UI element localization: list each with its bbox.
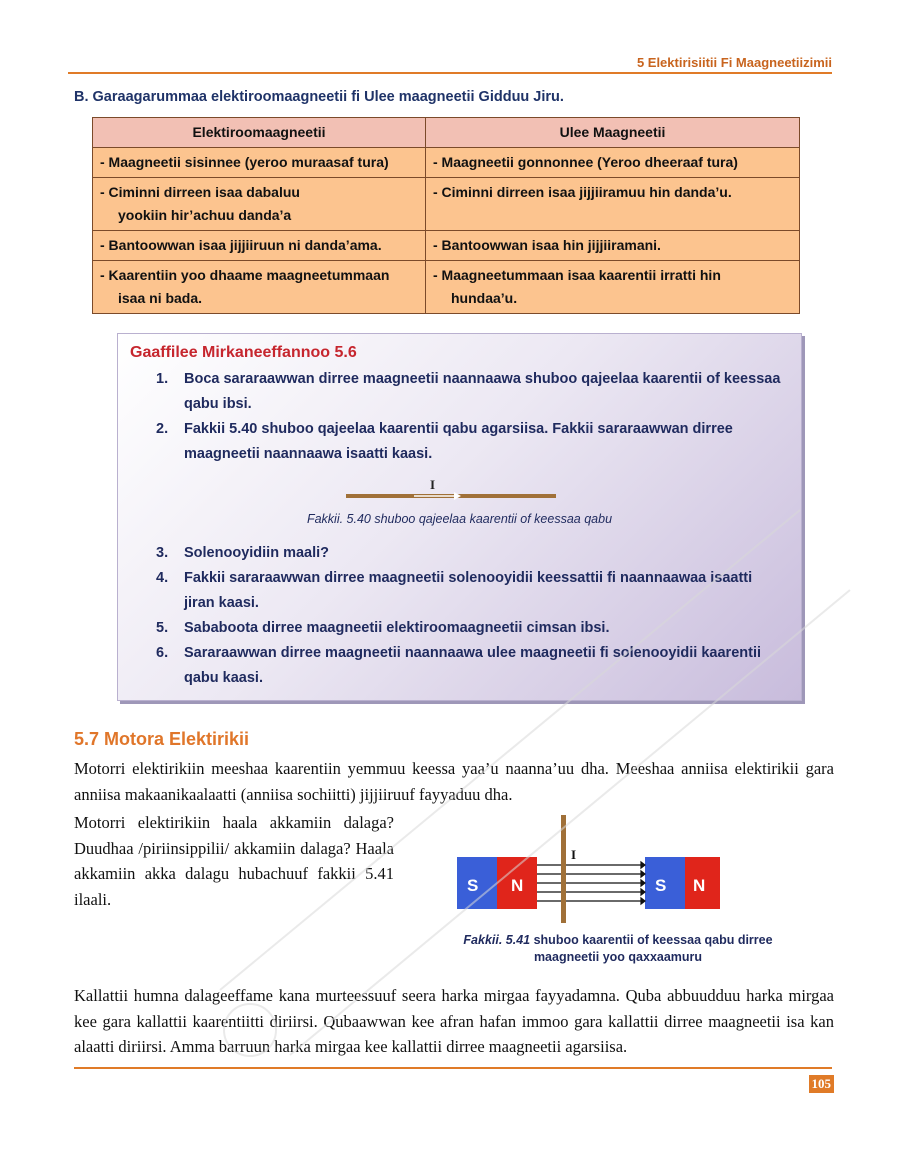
current-carrying-wire: [561, 815, 566, 923]
chapter-header: 5 Elektirisiitii Fi Maagneetiizimii: [636, 55, 832, 70]
cell-electromagnet: [93, 148, 426, 178]
question-text: Sababoota dirree maagneetii elektiroomaagneetii cimsan ibsi.: [184, 620, 610, 636]
cell-electromagnet: [93, 231, 426, 261]
right-magnet-s-label: S: [655, 876, 667, 895]
table-row: [93, 231, 800, 261]
question-item: [156, 417, 786, 467]
right-magnet-n-label: N: [693, 876, 706, 895]
cell-line: - Maagneetummaan isaa kaarentii irratti hin: [433, 267, 721, 283]
magnetic-field-lines: [537, 862, 645, 904]
table-row: [93, 178, 800, 231]
question-text: Sararaawwan dirree maagneetii naannaawa ulee maagneetii fi solenooyidii kaarentii qabu kaasi.: [184, 645, 761, 686]
questions-title: Gaaffilee Mirkaneeffannoo 5.6: [130, 344, 357, 361]
question-number: 2.: [156, 421, 169, 437]
question-number: 1.: [156, 371, 169, 387]
question-item: [156, 541, 786, 566]
figure-5-41-caption-number: Fakkii. 5.41: [463, 933, 531, 947]
cell-line: - Maagneetii gonnonnee (Yeroo dheeraaf tura): [433, 154, 738, 170]
figure-5-41-caption: [448, 932, 788, 966]
cell-line: - Kaarentiin yoo dhaame maagneetummaan: [100, 267, 390, 283]
comparison-table: [92, 117, 800, 314]
cell-bar-magnet: [426, 231, 800, 261]
question-number: 4.: [156, 570, 169, 586]
left-magnet-s-label: S: [467, 876, 479, 895]
review-questions-box: [117, 333, 802, 701]
page-number: 105: [809, 1075, 835, 1093]
column-header-bar-magnet: Ulee Maagneetii: [426, 118, 800, 148]
question-text: Solenooyidiin maali?: [184, 545, 330, 561]
cell-line: - Ciminni dirreen isaa dabaluu: [100, 184, 300, 200]
paragraph-motor-question: Motorri elektirikiin haala akkamiin dalaga? Duudhaa /piriinsippilii/ akkamiin dalaga? Haala akkamiin akka dalagu hubachuuf fakkii 5.41 ilaali.: [74, 813, 394, 909]
paragraph-motor-intro: Motorri elektirikiin meeshaa kaarentiin yemmuu keessa yaa’u naanna’uu dha. Meeshaa anniisa elektirikii gara anniisa makaanikaalaatti (anniisa sochiitti) jijjiiruuf fayyaduu dha.: [74, 759, 834, 804]
header-rule: [68, 72, 832, 74]
cell-line: yookiin hir’achuu danda’a: [118, 207, 292, 223]
cell-electromagnet: [93, 261, 426, 314]
comparison-table-body: [93, 148, 800, 314]
question-text: Boca sararaawwan dirree maagneetii naannaawa shuboo qajeelaa kaarentii of keessaa qabu ibsi.: [184, 371, 781, 412]
section-5-7-heading: 5.7 Motora Elektirikii: [74, 729, 250, 749]
section-b-title: B. Garaagarummaa elektiroomaagneetii fi Ulee maagneetii Gidduu Jiru.: [74, 89, 564, 105]
question-number: 5.: [156, 620, 169, 636]
figure-5-41-motor-principle: [455, 815, 725, 925]
question-number: 3.: [156, 545, 169, 561]
question-item: [156, 367, 786, 417]
cell-line: - Ciminni dirreen isaa jijjiiramuu hin danda’u.: [433, 184, 732, 200]
cell-bar-magnet: [426, 178, 800, 231]
table-row: [93, 261, 800, 314]
cell-bar-magnet: [426, 148, 800, 178]
current-arrow-icon: [414, 490, 462, 502]
footer-rule: [74, 1067, 832, 1069]
current-label: I: [430, 477, 436, 492]
question-item: [156, 641, 786, 691]
wire-current-label: I: [571, 847, 577, 862]
cell-line: - Maagneetii sisinnee (yeroo muraasaf tura): [100, 154, 389, 170]
question-list-b: [156, 541, 786, 691]
column-header-electromagnet: Elektiroomaagneetii: [93, 118, 426, 148]
paragraph-right-hand-rule: Kallattii humna dalageeffame kana murteessuuf seera harka mirgaa fayyadamna. Quba abbuudduu harka mirgaa kee gara kallattii kaarentiitti diriirsi. Qubaawwan kee afran hafan immoo gara kallattii dirree maagneetii isa kan alaatti diriirsi. Amma barruun harka mirgaa kee kallattii dirree maagneetii agarsiisa.: [74, 986, 834, 1056]
question-list-a: [156, 367, 786, 467]
question-text: Fakkii 5.40 shuboo qajeelaa kaarentii qabu agarsiisa. Fakkii sararaawwan dirree maagneetii naannaawa isaatti kaasi.: [184, 421, 733, 462]
figure-5-41-caption-text: shuboo kaarentii of keessaa qabu dirree maagneetii yoo qaxxaamuru: [530, 933, 773, 964]
cell-line: - Bantoowwan isaa jijjiiruun ni danda’ama.: [100, 237, 382, 253]
cell-electromagnet: [93, 178, 426, 231]
table-row: [93, 148, 800, 178]
question-item: [156, 566, 786, 616]
question-item: [156, 616, 786, 641]
cell-bar-magnet: [426, 261, 800, 314]
question-text: Fakkii sararaawwan dirree maagneetii solenooyidii keessattii fi naannaawaa isaatti jiran kaasi.: [184, 570, 753, 611]
left-magnet-n-label: N: [511, 876, 524, 895]
cell-line: isaa ni bada.: [118, 290, 203, 306]
question-number: 6.: [156, 645, 169, 661]
figure-5-40-caption: Fakkii. 5.40 shuboo qajeelaa kaarentii of keessaa qabu: [306, 512, 613, 526]
cell-line: hundaa’u.: [451, 290, 518, 306]
cell-line: - Bantoowwan isaa hin jijjiiramani.: [433, 237, 661, 253]
